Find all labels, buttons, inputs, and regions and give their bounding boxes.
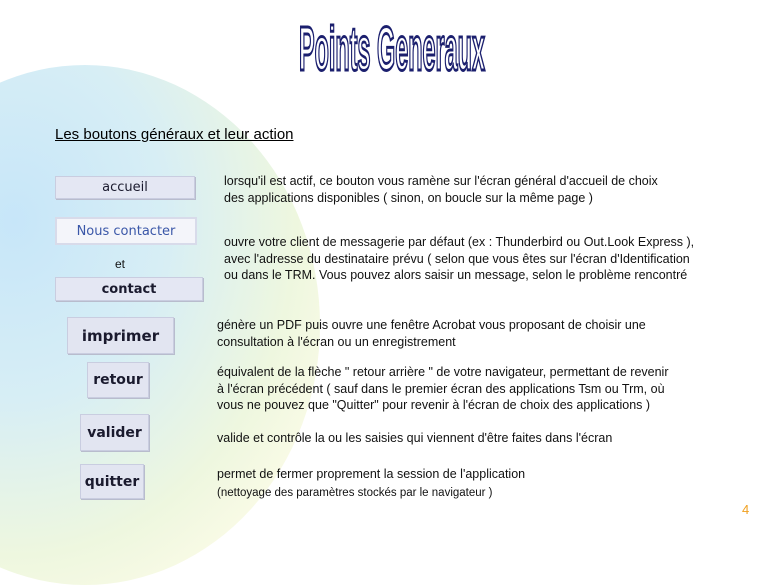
- quitter-button-label: quitter: [84, 473, 140, 490]
- imprimer-button-label: imprimer: [81, 326, 160, 345]
- page-title-text: Points Generaux: [299, 15, 486, 84]
- valider-description: valide et contrôle la ou les saisies qui viennent d'être faites dans l'écran: [217, 431, 613, 445]
- section-heading: Les boutons généraux et leur action: [55, 126, 294, 143]
- quitter-button[interactable]: [80, 464, 144, 499]
- retour-button-label: retour: [93, 372, 143, 388]
- valider-button-label: valider: [87, 424, 142, 441]
- et-label: et: [115, 257, 126, 271]
- valider-button[interactable]: [80, 414, 149, 451]
- nous-contacter-button[interactable]: [55, 217, 197, 245]
- quitter-description: permet de fermer proprement la session de l'application: [217, 467, 526, 481]
- quitter-note: (nettoyage des paramètres stockés par le navigateur ): [217, 487, 493, 499]
- contact-button-label: contact: [101, 281, 157, 297]
- accueil-description: lorsqu'il est actif, ce bouton vous ramène sur l'écran général d'accueil de choix des applications disponibles ( sinon, on boucle sur la même page ): [224, 174, 658, 205]
- accueil-button[interactable]: [55, 176, 195, 199]
- page-number: 4: [742, 502, 750, 517]
- contact-button[interactable]: [55, 277, 203, 301]
- nous-contacter-label: Nous contacter: [76, 223, 176, 239]
- retour-button[interactable]: [87, 362, 149, 398]
- imprimer-button[interactable]: [67, 317, 174, 354]
- imprimer-description: génère un PDF puis ouvre une fenêtre Acrobat vous proposant de choisir une consultation à l'écran ou un enregistrement: [217, 318, 646, 349]
- retour-description: équivalent de la flèche " retour arrière " de votre navigateur, permettant de revenir à l'écran précédent ( sauf dans le premier écran des applications Tsm ou Trm, où vous ne pouvez que "Quitter" pour revenir à l'écran de choix des applications ): [217, 365, 669, 412]
- page-title: [292, 16, 492, 82]
- accueil-button-label: accueil: [102, 180, 148, 195]
- contact-description: ouvre votre client de messagerie par défaut (ex : Thunderbird ou Out.Look Express ), avec l'adresse du destinataire prévu ( selon que vous êtes sur l'écran d'Identification ou dans le TRM. Vous pouvez alors saisir un message, selon le problème rencontré: [224, 235, 695, 282]
